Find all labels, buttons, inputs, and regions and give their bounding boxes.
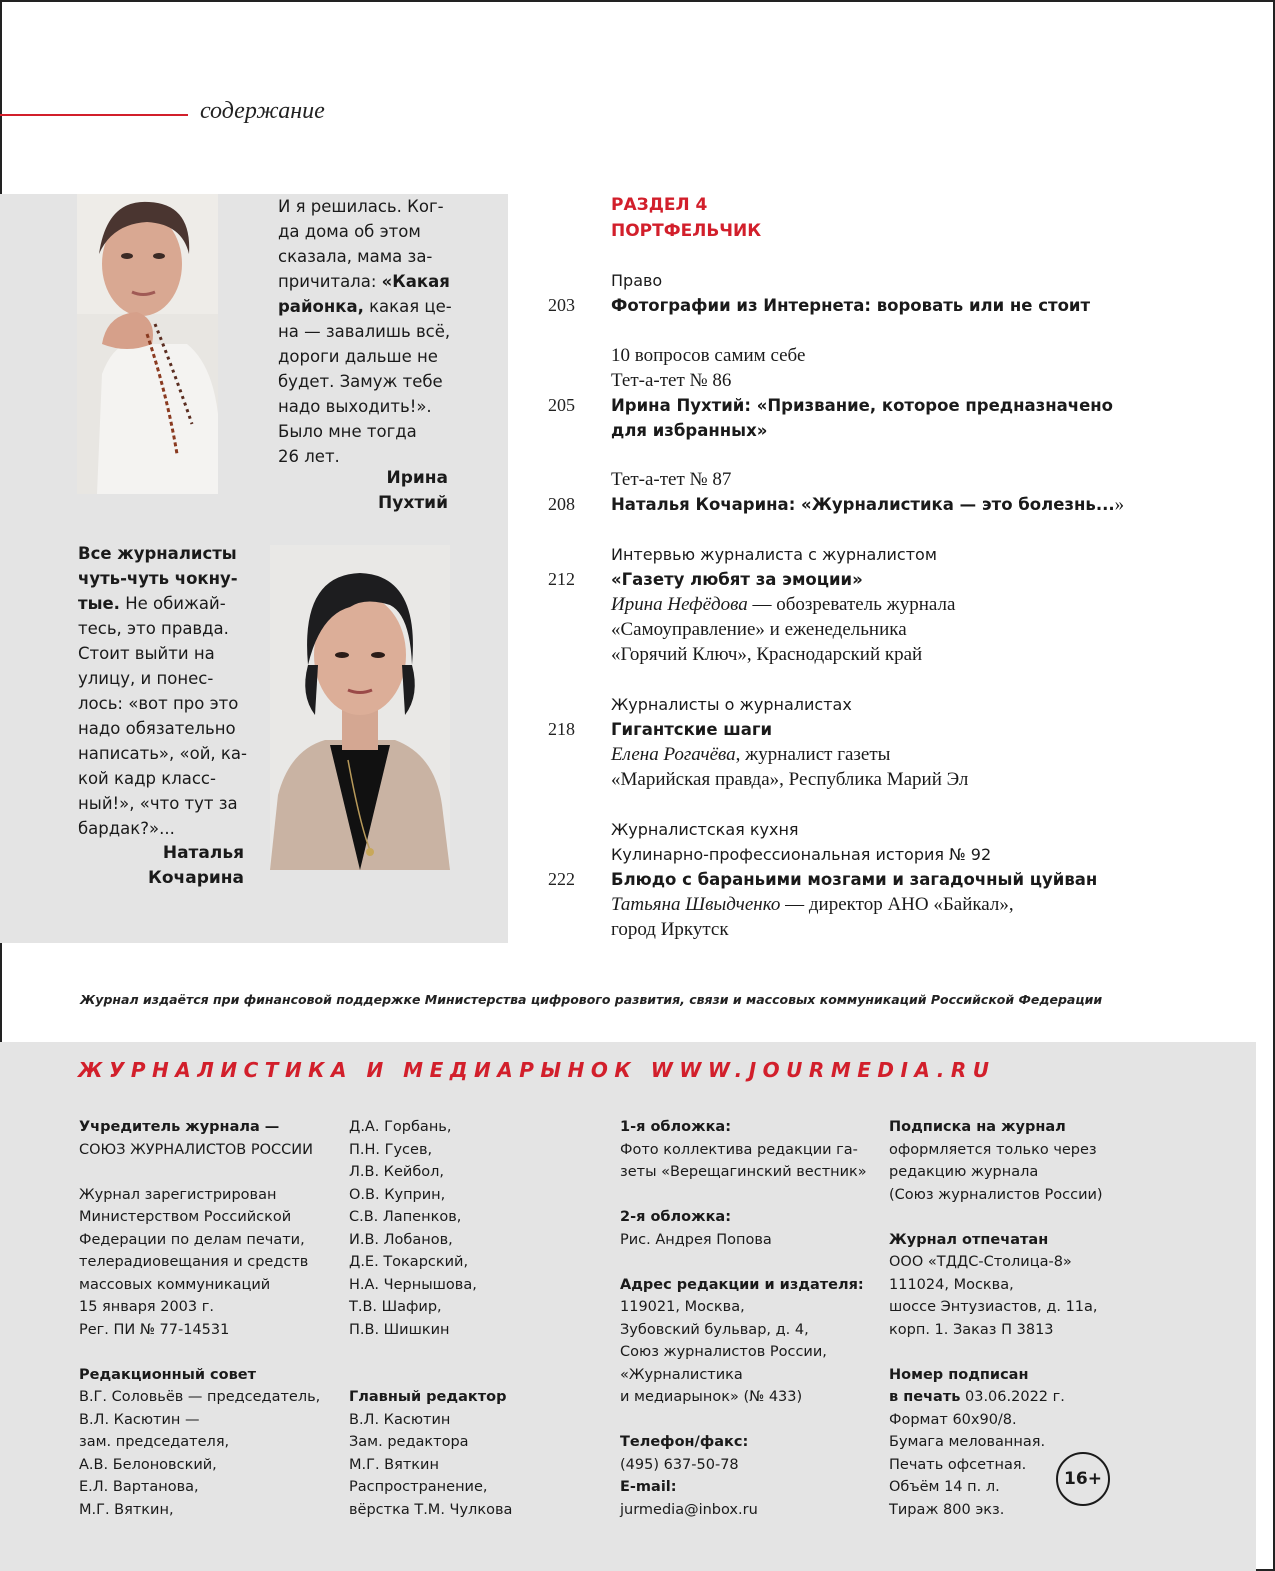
- photo-natalya-kocharina: [270, 545, 450, 870]
- imprint-text: 111024, Москва,: [889, 1276, 1014, 1293]
- quote-line: дороги дальше не: [278, 347, 438, 366]
- quote-line: [78, 566, 258, 591]
- quote-irina: [278, 194, 468, 469]
- toc-rubric: Кулинарно-профессиональная история № 92: [611, 845, 992, 864]
- imprint-col-founder: [79, 1116, 339, 1521]
- quote-bold: тые.: [78, 594, 120, 613]
- imprint-text: Распространение,: [349, 1479, 488, 1495]
- imprint-text: Зам. редактора: [349, 1434, 469, 1450]
- toc-title: Наталья Кочарина: «Журналистика — это болезнь...: [611, 495, 1115, 514]
- imprint-col-council: [349, 1116, 599, 1521]
- imprint-text: и медиарынок» (№ 433): [620, 1389, 803, 1405]
- author-first-name: Ирина: [386, 468, 448, 488]
- quote-bold: чуть-чуть чокну-: [78, 569, 238, 588]
- toc-description: город Иркутск: [611, 919, 729, 940]
- toc-row: [548, 767, 1168, 792]
- quote-line: сказала, мама за-: [278, 247, 433, 266]
- toc-title: Блюдо с бараньими мозгами и загадочный цуйван: [611, 870, 1098, 889]
- imprint-text: Объём 14 п. л.: [889, 1479, 1000, 1495]
- imprint-text: Д.Е. Токарский,: [349, 1254, 469, 1270]
- quote-fragment: какая це-: [363, 297, 452, 316]
- imprint-text: В.Л. Касютин: [349, 1411, 451, 1428]
- toc-page-number: 203: [548, 295, 575, 315]
- phone-number[interactable]: (495) 637-50-78: [620, 1456, 739, 1473]
- imprint-text: Тираж 800 экз.: [889, 1501, 1005, 1518]
- quote-line: Было мне тогда: [278, 422, 417, 441]
- imprint-text: М.Г. Вяткин,: [79, 1501, 174, 1518]
- quote-bold: Все журналисты: [78, 544, 237, 563]
- toc-entry[interactable]: [548, 542, 1168, 667]
- imprint-text: оформляется только через: [889, 1141, 1097, 1158]
- imprint-text: Рег. ПИ № 77-14531: [79, 1321, 230, 1338]
- imprint-heading: Главный редактор: [349, 1389, 507, 1405]
- toc-rubric: Тет-а-тет № 86: [611, 370, 732, 391]
- section-name: ПОРТФЕЛЬЧИК: [611, 221, 762, 241]
- toc-title: для избранных»: [611, 421, 768, 440]
- imprint-text: Л.В. Кейбол,: [349, 1164, 445, 1180]
- toc-page-number: 218: [548, 719, 575, 739]
- toc-title: Ирина Пухтий: «Призвание, которое предназначено: [611, 396, 1114, 415]
- imprint-text: [889, 1386, 1149, 1409]
- email-link[interactable]: jurmedia@inbox.ru: [620, 1501, 758, 1518]
- toc-row: [548, 567, 1168, 592]
- quote-fragment: Не обижай-: [119, 594, 226, 613]
- brand-line[interactable]: ЖУРНАЛИСТИКА И МЕДИАРЫНОК WWW.JOURMEDIA.RU: [78, 1058, 996, 1082]
- imprint-text: Т.В. Шафир,: [349, 1299, 442, 1315]
- imprint-text: массовых коммуникаций: [79, 1276, 271, 1293]
- toc-row: [548, 492, 1168, 517]
- imprint-heading: Адрес редакции и издателя:: [620, 1276, 864, 1293]
- quote-fragment: причитала:: [278, 272, 382, 291]
- toc-page-number: 208: [548, 494, 575, 514]
- imprint-text: ООО «ТДДС-Столица-8»: [889, 1254, 1072, 1270]
- imprint-heading: Редакционный совет: [79, 1366, 256, 1383]
- toc-entry[interactable]: [548, 467, 1168, 517]
- toc-row: [548, 343, 1168, 368]
- imprint-text: В.Л. Касютин —: [79, 1411, 200, 1428]
- imprint-heading: Телефон/факс:: [620, 1434, 749, 1450]
- toc-rubric: Интервью журналиста с журналистом: [611, 545, 937, 564]
- quote-line: бардак?»...: [78, 819, 175, 838]
- toc-row: [548, 368, 1168, 393]
- imprint-text: А.В. Белоновский,: [79, 1456, 217, 1473]
- signed-date: 03.06.2022 г.: [960, 1389, 1065, 1405]
- section-number: РАЗДЕЛ 4: [611, 195, 708, 215]
- toc-entry[interactable]: [548, 268, 1168, 318]
- toc-row: [548, 742, 1168, 767]
- toc-description: «Марийская правда», Республика Марий Эл: [611, 769, 969, 790]
- quote-bold: районка,: [278, 297, 364, 316]
- quote-line: на — завалишь всё,: [278, 322, 451, 341]
- imprint-text: шоссе Энтузиастов, д. 11а,: [889, 1299, 1098, 1315]
- author-first-name: Наталья: [162, 843, 244, 863]
- page-title: содержание: [200, 98, 325, 124]
- quote-line: [278, 294, 468, 319]
- toc-description: «Горячий Ключ», Краснодарский край: [611, 644, 923, 665]
- imprint-text: Печать офсетная.: [889, 1456, 1027, 1473]
- imprint-text: 119021, Москва,: [620, 1299, 745, 1315]
- imprint-text: СОЮЗ ЖУРНАЛИСТОВ РОССИИ: [79, 1141, 313, 1158]
- quote-line: И я решилась. Ког-: [278, 197, 444, 216]
- quote-line: ный!», «что тут за: [78, 794, 238, 813]
- toc-author: Татьяна Швыдченко: [611, 894, 781, 915]
- toc-entry[interactable]: [548, 692, 1168, 792]
- imprint-text: Федерации по делам печати,: [79, 1231, 305, 1248]
- toc-row: [548, 617, 1168, 642]
- imprint-text: (Союз журналистов России): [889, 1186, 1103, 1203]
- toc-row: [548, 642, 1168, 667]
- imprint-text: М.Г. Вяткин: [349, 1456, 439, 1473]
- imprint-text: зеты «Верещагинский вестник»: [620, 1164, 867, 1180]
- imprint-heading: 2-я обложка:: [620, 1209, 731, 1225]
- quote-line: написать», «ой, ка-: [78, 744, 247, 763]
- imprint-heading: в печать: [889, 1389, 961, 1405]
- photo-irina-pukhtiy: [77, 194, 218, 494]
- toc-page-number: 222: [548, 869, 575, 889]
- imprint-text: «Журналистика: [620, 1366, 743, 1383]
- imprint-text: Н.А. Чернышова,: [349, 1276, 477, 1293]
- imprint-text: И.В. Лобанов,: [349, 1231, 453, 1248]
- header-rule: [0, 114, 188, 116]
- imprint-text: 15 января 2003 г.: [79, 1299, 214, 1315]
- imprint-heading: Номер подписан: [889, 1366, 1029, 1383]
- imprint-heading: E-mail:: [620, 1479, 677, 1495]
- toc-row: [548, 817, 1168, 842]
- section-heading: [611, 192, 761, 244]
- imprint-text: Д.А. Горбань,: [349, 1119, 452, 1135]
- toc-row: [548, 867, 1168, 892]
- imprint-text: вёрстка Т.М. Чулкова: [349, 1501, 513, 1518]
- toc-rubric: 10 вопросов самим себе: [611, 345, 806, 366]
- imprint-text: П.В. Шишкин: [349, 1321, 450, 1338]
- toc-row: [548, 917, 1168, 942]
- imprint-text: Бумага мелованная.: [889, 1434, 1046, 1450]
- toc-row: [548, 717, 1168, 742]
- imprint-text: В.Г. Соловьёв — председатель,: [79, 1389, 321, 1405]
- toc-row: [548, 592, 1168, 617]
- imprint-text: Фото коллектива редакции га-: [620, 1141, 858, 1158]
- toc-page-number: 205: [548, 395, 575, 415]
- imprint-text: Журнал зарегистрирован: [79, 1186, 277, 1203]
- toc-row: [548, 542, 1168, 567]
- toc-rubric: Тет-а-тет № 87: [611, 469, 732, 490]
- imprint-heading: Журнал отпечатан: [889, 1231, 1049, 1248]
- imprint-text: Е.Л. Вартанова,: [79, 1479, 199, 1495]
- imprint-text: редакцию журнала: [889, 1164, 1039, 1180]
- imprint-text: П.Н. Гусев,: [349, 1141, 433, 1158]
- toc-row: [548, 892, 1168, 917]
- quote-line: кой кадр класс-: [78, 769, 216, 788]
- toc-rubric: Журналисты о журналистах: [611, 695, 852, 714]
- quote-line: [78, 591, 258, 616]
- quote-line: Стоит выйти на: [78, 644, 215, 663]
- quote-author: [300, 466, 448, 516]
- quote-line: [278, 269, 468, 294]
- imprint-text: Министерством Российской: [79, 1209, 292, 1225]
- quote-line: лось: «вот про это: [78, 694, 239, 713]
- toc-entry[interactable]: [548, 343, 1168, 443]
- quote-author: [100, 841, 244, 891]
- toc-description: «Самоуправление» и еженедельника: [611, 619, 907, 640]
- quote-line: [78, 541, 258, 566]
- toc-page-number: 212: [548, 569, 575, 589]
- imprint-text: Зубовский бульвар, д. 4,: [620, 1321, 809, 1338]
- imprint-heading: Подписка на журнал: [889, 1119, 1066, 1135]
- toc-title: «Газету любят за эмоции»: [611, 570, 863, 589]
- toc-row: [548, 467, 1168, 492]
- imprint-text: О.В. Куприн,: [349, 1186, 446, 1203]
- toc-description: — директор АНО «Байкал»,: [780, 894, 1014, 915]
- toc-title: Гигантские шаги: [611, 720, 773, 739]
- quote-line: надо обязательно: [78, 719, 236, 738]
- imprint-col-subscription: [889, 1116, 1149, 1521]
- author-last-name: Пухтий: [378, 493, 448, 513]
- author-last-name: Кочарина: [147, 868, 244, 888]
- quote-line: тесь, это правда.: [78, 619, 229, 638]
- imprint-heading: Учредитель журнала —: [79, 1119, 280, 1135]
- toc-row: [548, 418, 1168, 443]
- toc-author: Елена Рогачёва: [611, 744, 736, 765]
- quote-bold: «Какая: [381, 272, 450, 291]
- toc-title-end: »: [1114, 494, 1125, 515]
- quote-line: улицу, и понес-: [78, 669, 214, 688]
- toc-entry[interactable]: [548, 817, 1168, 942]
- quote-line: да дома об этом: [278, 222, 421, 241]
- toc-description: , журналист газеты: [735, 744, 891, 765]
- toc-description: — обозреватель журнала: [747, 594, 956, 615]
- imprint-text: С.В. Лапенков,: [349, 1209, 462, 1225]
- age-rating-badge: 16+: [1056, 1452, 1110, 1506]
- support-note: Журнал издаётся при финансовой поддержке Министерства цифрового развития, связи и массовых коммуникаций Российской Федерации: [80, 992, 1103, 1007]
- imprint-text: Формат 60х90/8.: [889, 1411, 1017, 1428]
- toc-row: [548, 268, 1168, 293]
- toc-rubric: Журналистская кухня: [611, 820, 799, 839]
- toc-rubric: Право: [611, 271, 663, 290]
- imprint-text: корп. 1. Заказ П 3813: [889, 1321, 1054, 1338]
- toc-title: Фотографии из Интернета: воровать или не стоит: [611, 296, 1091, 315]
- imprint-text: Рис. Андрея Попова: [620, 1231, 772, 1248]
- toc-author: Ирина Нефёдова: [611, 594, 748, 615]
- imprint-text: телерадиовещания и средств: [79, 1254, 309, 1270]
- quote-natalya: [78, 541, 258, 841]
- imprint-text: зам. председателя,: [79, 1434, 230, 1450]
- imprint-heading: 1-я обложка:: [620, 1119, 731, 1135]
- quote-line: 26 лет.: [278, 447, 340, 466]
- quote-line: надо выходить!».: [278, 397, 432, 416]
- toc-row: [548, 293, 1168, 318]
- toc-row: [548, 842, 1168, 867]
- toc-row: [548, 393, 1168, 418]
- imprint-col-covers: [620, 1116, 880, 1521]
- quote-line: будет. Замуж тебе: [278, 372, 443, 391]
- imprint-text: Союз журналистов России,: [620, 1344, 827, 1360]
- toc-row: [548, 692, 1168, 717]
